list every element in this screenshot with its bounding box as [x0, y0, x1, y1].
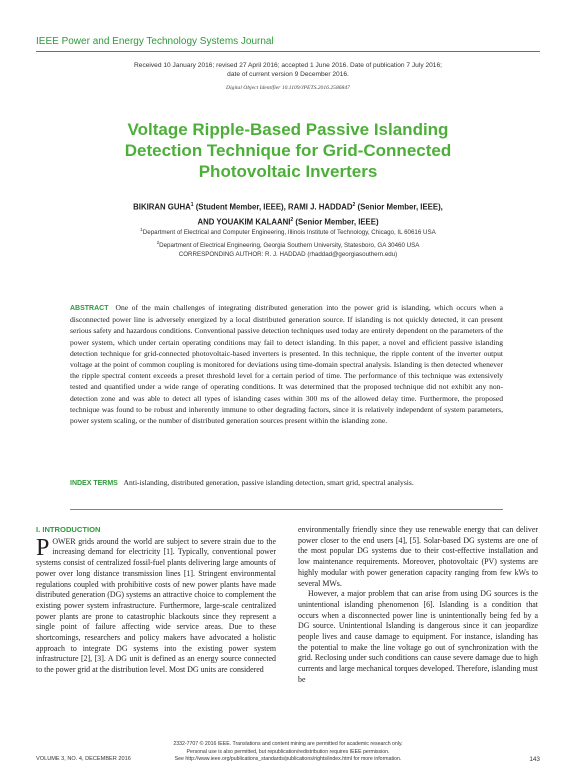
affiliations: [90, 225, 486, 260]
volume-info: VOLUME 3, NO. 4, DECEMBER 2016: [36, 756, 131, 762]
affiliation-2: Department of Electrical Engineering, Georgia Southern University, Statesboro, GA 30460 USA: [159, 241, 420, 249]
title-line-3: Photovoltaic Inverters: [198, 162, 378, 181]
journal-name: IEEE Power and Energy Technology Systems Journal: [36, 36, 274, 47]
body-column-left: [36, 525, 276, 676]
intro-paragraph-3: However, a major problem that can arise from using DG sources is the unintentional islanding phenomenon [6]. Islanding is a condition that occurs when a disconnected power line is unintentionally being fed by a DG source. Unintentional Islanding is dangerous since it can jeopardize people lives and cause damage to equipment. For instance, islanding has the potential to make the line voltage go out of synchronization with the grid. Reclosing under such conditions can cause severe damage due to high currents and large mechanical torques developed. Therefore, islanding must be: [298, 589, 538, 684]
index-terms: [70, 477, 503, 489]
index-terms-text: Anti-islanding, distributed generation, passive islanding detection, smart grid, spectral analysis.: [123, 478, 414, 487]
body-column-right: [298, 525, 538, 686]
author-1: BIKIRAN GUHA: [133, 202, 191, 212]
index-terms-label: INDEX TERMS: [70, 480, 118, 487]
page-number: 143: [529, 756, 540, 763]
affiliation-1: Department of Electrical and Computer Engineering, Illinois Institute of Technology, Chicago, IL 60616 USA: [142, 229, 436, 237]
footer-line-3[interactable]: See http://www.ieee.org/publications_standards/publications/rights/index.html for more information.: [174, 756, 402, 763]
header-rule: [36, 51, 540, 52]
dates-line-2: date of current version 9 December 2016.: [227, 71, 349, 78]
publication-dates: [100, 61, 476, 79]
author-1-affil-mark: 1: [190, 202, 194, 208]
abstract-text: One of the main challenges of integrating distributed generation into the power grid is islanding, which occurs when a disconnected power line is adversely energized by a local distributed generation source. If islanding is not quickly detected, it can present serious safety and hazardous conditions. Conventional passive detection techniques used today are entirely dependent on the parameters of the power system, which under certain operating conditions may fail to detect islanding. In this paper, a novel and efficient passive islanding detection technique for grid-connected photovoltaic-based inverters is presented. In this technique, the ripple content of the inverter output voltage at the point of common coupling is monitored for deviations using time-domain spectral analysis. Islanding is then detected whenever the ripple spectral content exceeds a preset threshold level for a certain period of time. The performance of this technique was extensively tested and quantified under a wide range of operating conditions. It was determined that the proposed technique did not exhibit any non-detection zone and was able to detect all types of islanding cases within 300 ms of the allowed delay time. Furthermore, the proposed technique was found to be robust and inherently immune to other degrading factors, since it is relatively independent of system parameters, power system scaling, or the number of distributed generation sources present within the islanding zone.: [70, 303, 503, 426]
author-3-role: (Senior Member, IEEE): [293, 217, 379, 227]
author-1-2-roles: (Student Member, IEEE), RAMI J. HADDAD: [193, 202, 353, 212]
paper-title: [80, 119, 496, 182]
author-2-role: (Senior Member, IEEE),: [355, 202, 443, 212]
affil-2-mark: 2: [156, 239, 160, 245]
first-word: OWER: [52, 536, 76, 546]
section-heading: I. INTRODUCTION: [36, 525, 101, 534]
intro-paragraph-2: environmentally friendly since they use renewable energy that can deliver power closer to the end users [4], [5]. Solar-based DG systems are one of the most popular DG systems due to their cost-effective installation and low maintenance requirements. Moreover, photovoltaic (PV) systems are highly modular with power generation capacity ranging from few kWs to several MWs.: [298, 525, 538, 588]
copyright-footer: [100, 741, 476, 764]
title-line-1: Voltage Ripple-Based Passive Islanding: [127, 120, 449, 139]
abstract-label: ABSTRACT: [70, 305, 109, 312]
footer-line-1: 2332-7707 © 2016 IEEE. Translations and content mining are permitted for academic research only.: [173, 741, 403, 747]
doi[interactable]: Digital Object Identifier 10.1109/JPETS.2016.2586847: [226, 85, 350, 91]
author-2-affil-mark: 2: [352, 202, 356, 208]
dates-line-1: Received 10 January 2016; revised 27 April 2016; accepted 1 June 2016. Date of publication 7 July 2016;: [134, 62, 442, 69]
drop-cap: P: [36, 534, 50, 561]
affil-1-mark: 1: [140, 227, 143, 232]
intro-paragraph-1-text: grids around the world are subject to severe strain due to the increasing demand for electricity [1]. Typically, conventional power systems consist of centralized fossil-fuel plants delivering large amounts of power over long distance transmission lines [1]. Stringent environmental regulations coupled with prohibitive costs of new power plants have made distributed generation (DG) systems an attractive choice to complement the existing power system infrastructure. Furthermore, large-scale centralized power plants are prone to catastrophic blackouts since they represent a single point of failure affecting wide service areas. Due to these shortcomings, researchers and policy makers have advocated a holistic approach to integrate DG systems into the existing power system infrastructure [2], [3]. A DG unit is defined as an energy source connected to the power grid at the distribution level. Most DG units are considered: [36, 536, 276, 675]
corresponding-author: CORRESPONDING AUTHOR: R. J. HADDAD (rhaddad@georgiasouthern.edu): [178, 251, 398, 259]
author-3-affil-mark: 2: [290, 216, 294, 223]
abstract-divider: [70, 509, 503, 510]
footer-line-2: Personal use is also permitted, but republication/redistribution requires IEEE permission.: [186, 748, 390, 755]
author-3: AND YOUAKIM KALAANI: [197, 217, 291, 227]
intro-paragraph-1: [36, 534, 276, 676]
abstract: [70, 302, 503, 426]
author-list: [90, 199, 486, 228]
title-line-2: Detection Technique for Grid-Connected: [124, 141, 452, 160]
